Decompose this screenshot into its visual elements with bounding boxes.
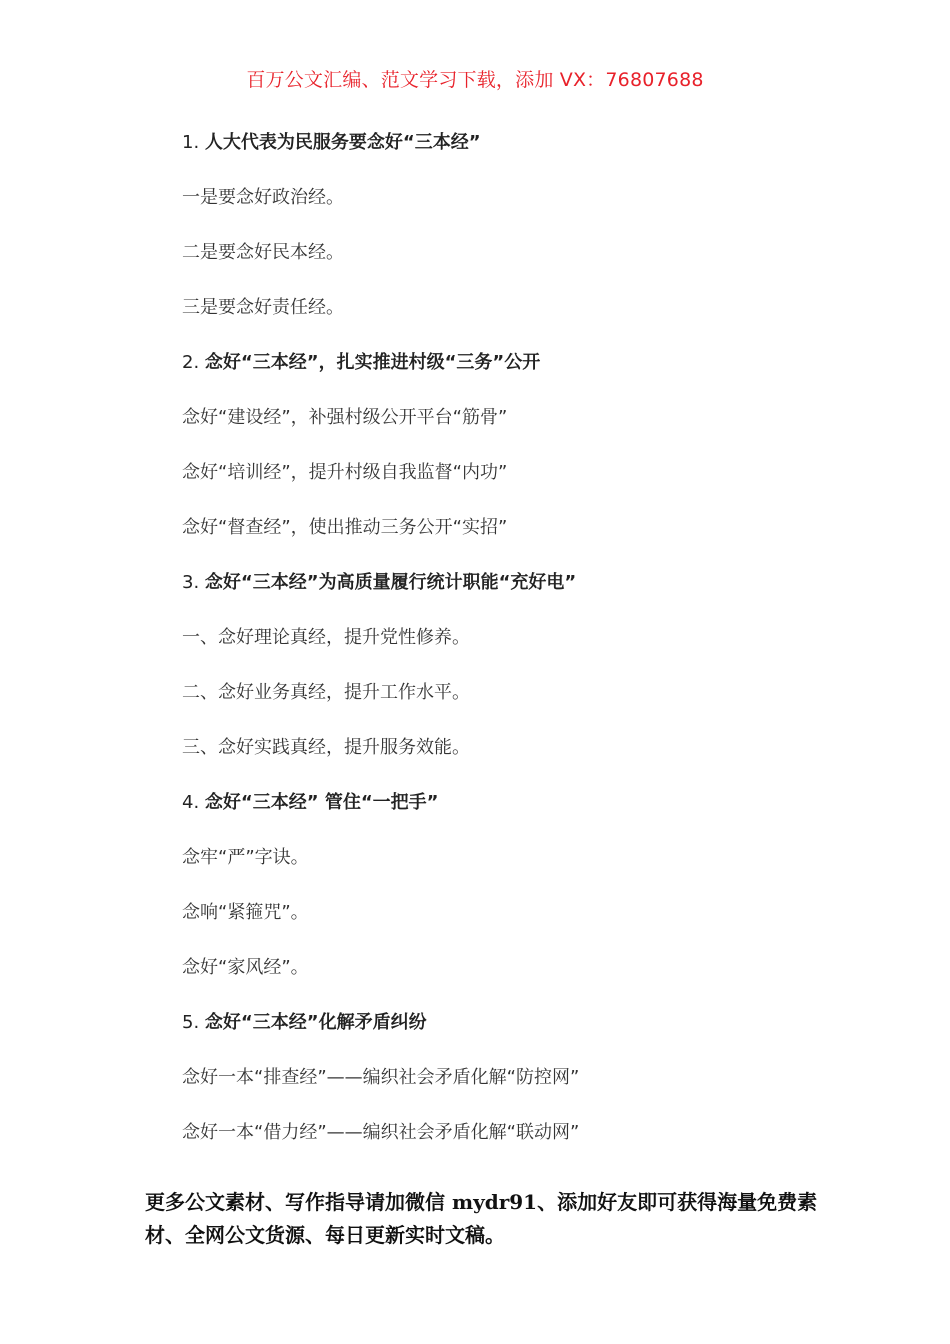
section-title: 人大代表为民服务要念好“三本经”	[204, 132, 481, 153]
header-banner: 百万公文汇编、范文学习下载，添加 VX：76807688	[246, 69, 704, 91]
list-item: 一、念好理论真经，提升党性修养。	[182, 627, 470, 648]
section-number: 4.	[182, 792, 205, 813]
section-number: 2.	[182, 352, 205, 373]
section-number: 5.	[182, 1012, 205, 1033]
document-body	[182, 127, 822, 1172]
section-title: 念好“三本经”，扎实推进村级“三务”公开	[204, 352, 541, 373]
list-item: 念响“紧箍咒”。	[182, 902, 309, 923]
section-title: 念好“三本经”化解矛盾纠纷	[204, 1012, 427, 1033]
list-item: 念好一本“排查经”——编织社会矛盾化解“防控网”	[182, 1067, 580, 1088]
list-item: 念好“建设经”，补强村级公开平台“筋骨”	[182, 407, 508, 428]
list-item: 念好“家风经”。	[182, 957, 309, 978]
list-item: 念牢“严”字诀。	[182, 847, 309, 868]
section-4-heading	[182, 787, 822, 842]
section-number: 3.	[182, 572, 205, 593]
list-item: 念好“督查经”，使出推动三务公开“实招”	[182, 517, 508, 538]
list-item: 念好“培训经”，提升村级自我监督“内功”	[182, 462, 508, 483]
list-item: 三是要念好责任经。	[182, 297, 344, 318]
list-item: 念好一本“借力经”——编织社会矛盾化解“联动网”	[182, 1122, 580, 1143]
section-number: 1.	[182, 132, 205, 153]
section-5-heading	[182, 1007, 822, 1062]
section-title: 念好“三本经”为高质量履行统计职能“充好电”	[204, 572, 577, 593]
list-item: 一是要念好政治经。	[182, 187, 344, 208]
section-title: 念好“三本经” 管住“一把手”	[204, 792, 439, 813]
section-2-heading	[182, 347, 822, 402]
list-item: 二是要念好民本经。	[182, 242, 344, 263]
list-item: 二、念好业务真经，提升工作水平。	[182, 682, 470, 703]
section-1-heading	[182, 127, 822, 182]
section-3-heading	[182, 567, 822, 622]
footer-note: 更多公文素材、写作指导请加微信 mydr91、添加好友即可获得海量免费素材、全网公文货源、每日更新实时文稿。	[145, 1190, 818, 1247]
list-item: 三、念好实践真经，提升服务效能。	[182, 737, 470, 758]
